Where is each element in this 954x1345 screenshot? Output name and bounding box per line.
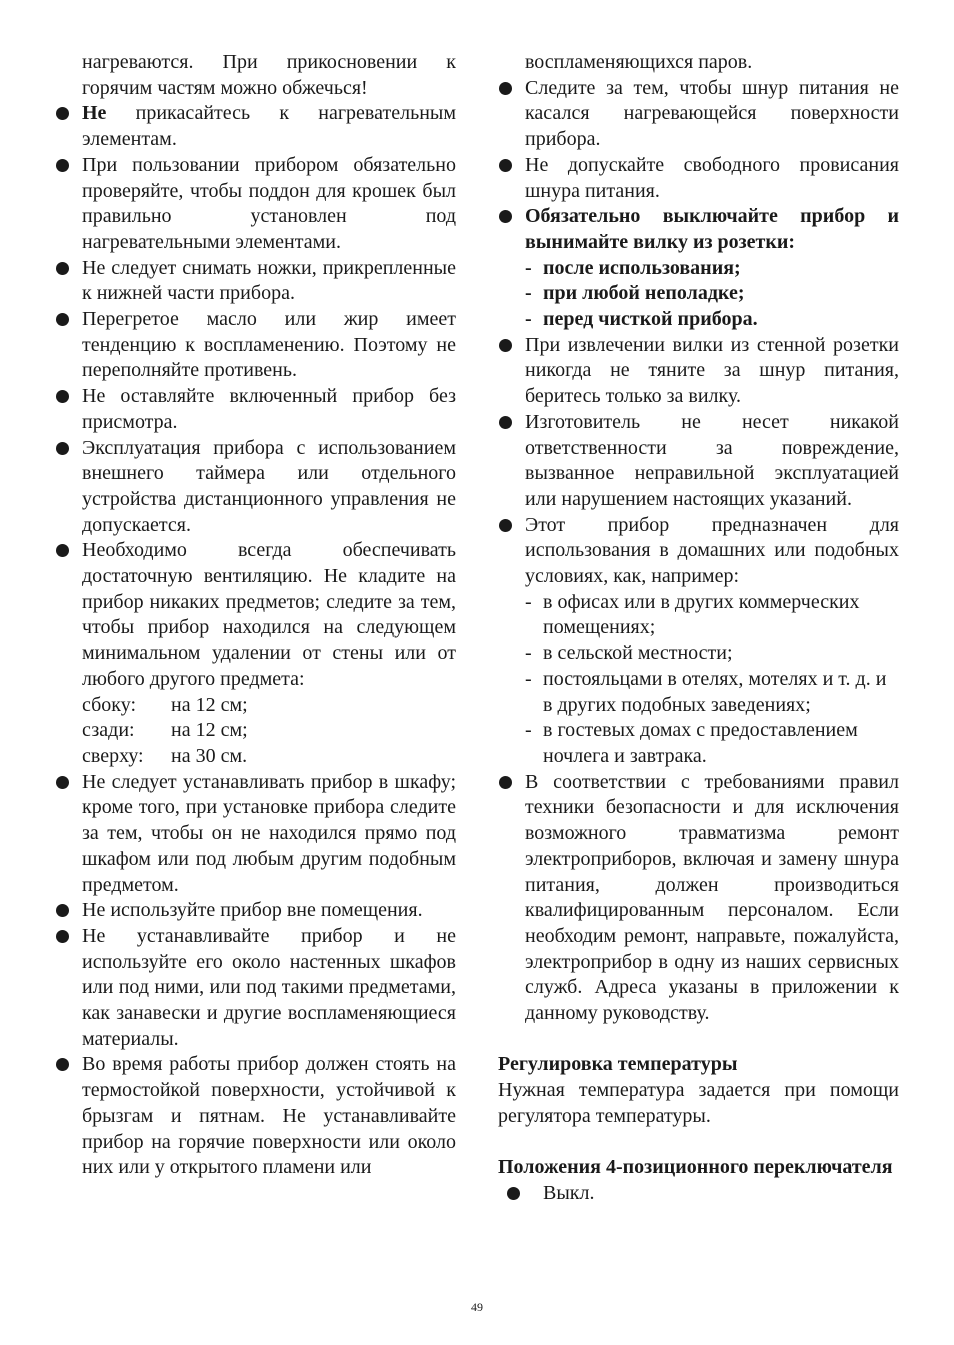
sub-list-item: - в офисах или в других коммерческих помещениях; (525, 590, 860, 639)
left-column (55, 50, 456, 1181)
list-item: Изготовитель не несет никакой ответственности за повреждение, вызванное неправильной эксплуатацией или нарушением настоящих указаний. (498, 410, 899, 513)
sub-list-item: - после использования; (498, 256, 899, 282)
distance-row: сверху: на 30 см. (82, 744, 248, 767)
list-item: Не оставляйте включенный прибор без присмотра. (55, 384, 456, 435)
right-column (498, 50, 899, 1207)
section-paragraph: Нужная температура задается при помощи регулятора температуры. (498, 1079, 899, 1127)
distance-row: сзади: на 12 см; (82, 719, 248, 742)
sub-list-item: - в сельской местности; (498, 641, 899, 667)
right-intro: воспламеняющихся паров. (525, 51, 753, 73)
bullet-icon (499, 159, 512, 172)
list-item: Не следует снимать ножки, прикрепленные к нижней части прибора. (55, 256, 456, 307)
list-item: В соответствии с требованиями правил техники безопасности и для исключения возможного травматизма ремонт электроприборов, включая и замену шнура питания, должен производиться квалифицированным персоналом. Если необходим ремонт, направьте, пожалуйста, электроприбор в одну из наших сервисных служб. Адреса указаны в приложении к данному руководству. (498, 770, 899, 1027)
list-item: Необходимо всегда обеспечивать достаточную вентиляцию. Не кладите на прибор никаких предметов; следите за тем, чтобы прибор находился на следующем минимальном удалении от стены или от любого другого предмета: (55, 538, 456, 692)
bullet-icon (499, 416, 512, 429)
bullet-icon (56, 904, 69, 917)
bullet-icon (499, 82, 512, 95)
dash-marker: - (525, 282, 532, 305)
bullet-icon (56, 159, 69, 172)
bullet-icon (507, 1187, 520, 1200)
bullet-icon (56, 930, 69, 943)
bullet-icon (56, 1058, 69, 1071)
bullet-icon (499, 210, 512, 223)
list-item: Во время работы прибор должен стоять на термостойкой поверхности, устойчивой к брызгам и пятнам. Не устанавливайте прибор на горячие поверхности или около них или у открытого пламени или (55, 1052, 456, 1181)
bullet-icon (56, 442, 69, 455)
bullet-icon (56, 776, 69, 789)
list-item: Не прикасайтесь к нагревательным элементам. (55, 101, 456, 152)
list-item: Следите за тем, чтобы шнур питания не касался нагревающейся поверхности прибора. (498, 76, 899, 153)
list-item: Эксплуатация прибора с использованием внешнего таймера или отдельного устройства дистанционного управления не допускается. (55, 436, 456, 539)
list-item: Не следует устанавливать прибор в шкафу; кроме того, при установке прибора следите за тем, чтобы он не находился прямо под шкафом или под любым другим подобным предметом. (55, 770, 456, 899)
list-item: Не устанавливайте прибор и не используйте его около настенных шкафов или под ними, или под такими предметами, как занавески и другие воспламеняющиеся материалы. (55, 924, 456, 1053)
left-intro: нагреваются. При прикосновении к горячим частям можно обжечься! (82, 51, 456, 99)
list-item: При извлечении вилки из стенной розетки никогда не тяните за шнур питания, беритесь только за вилку. (498, 333, 899, 410)
dash-marker: - (525, 719, 532, 742)
page-number: 49 (471, 1300, 483, 1314)
bullet-icon (499, 339, 512, 352)
sub-list-item: - при любой неполадке; (498, 281, 899, 307)
bullet-icon (56, 390, 69, 403)
dash-marker: - (525, 590, 532, 613)
list-item: При пользовании прибором обязательно проверяйте, чтобы поддон для крошек был правильно установлен под нагревательными элементами. (55, 153, 456, 256)
bullet-icon (499, 519, 512, 532)
sub-list-item: - перед чисткой прибора. (498, 307, 899, 333)
bullet-icon (56, 544, 69, 557)
dash-marker: - (525, 642, 532, 665)
list-item: Не допускайте свободного провисания шнура питания. (498, 153, 899, 204)
bullet-icon (56, 107, 69, 120)
sub-list-item: - в гостевых домах с предоставлением ночлега и завтрака. (525, 719, 858, 767)
sub-list-item: - постояльцами в отелях, мотелях и т. д. и в других подобных заведениях; (525, 667, 887, 716)
section-heading-temperature: Регулировка температуры (498, 1053, 738, 1076)
list-item: Этот прибор предназначен для использования в домашних или подобных условиях, как, например: (498, 513, 899, 590)
dash-marker: - (525, 667, 532, 690)
list-item: Обязательно выключайте прибор и вынимайте вилку из розетки: (498, 204, 899, 255)
dash-marker: - (525, 256, 532, 279)
bullet-icon (56, 262, 69, 275)
distance-row: сбоку: на 12 см; (82, 693, 248, 716)
list-item: Не используйте прибор вне помещения. (55, 898, 456, 924)
bullet-icon (56, 313, 69, 326)
list-item: Перегретое масло или жир имеет тенденцию к воспламенению. Поэтому не переполняйте противень. (55, 307, 456, 384)
list-item: Выкл. (498, 1181, 899, 1207)
section-heading-switch: Положения 4-позиционного переключателя (498, 1156, 893, 1179)
dash-marker: - (525, 308, 532, 331)
bullet-icon (499, 776, 512, 789)
